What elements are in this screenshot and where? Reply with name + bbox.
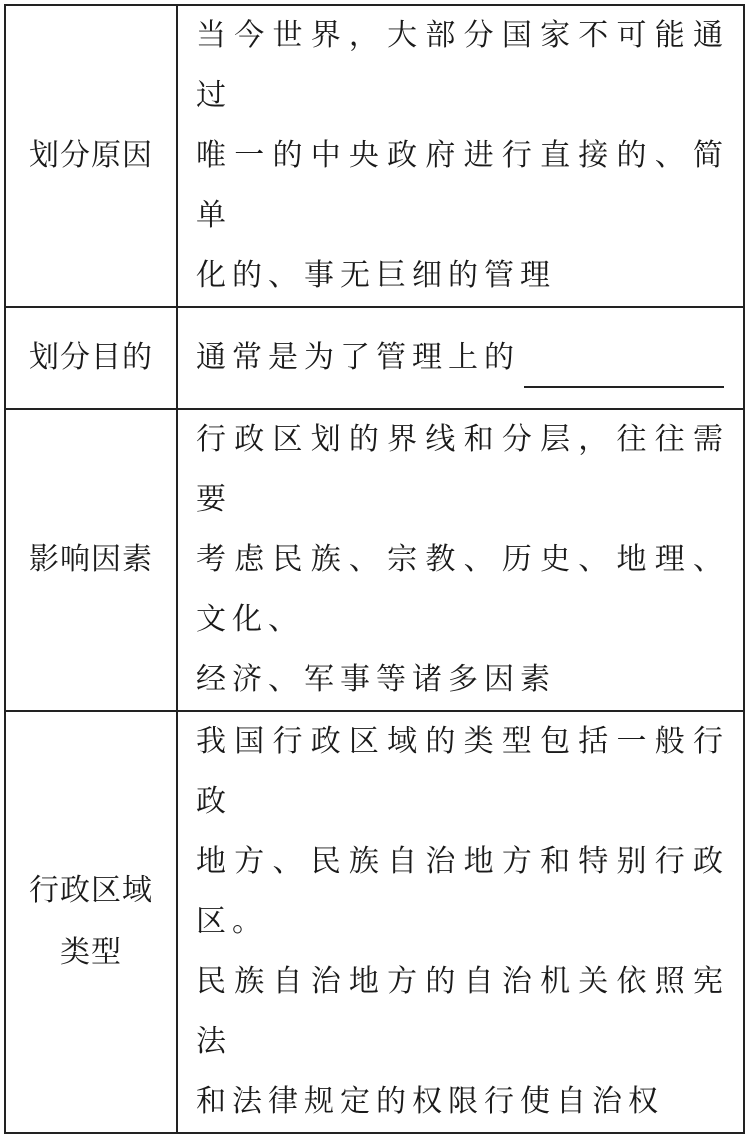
row-content — [177, 711, 744, 1133]
row-header — [5, 409, 177, 711]
content-line: 行政区划的界线和分层，往往需要 — [196, 422, 729, 517]
row-header-label: 类型 — [60, 935, 122, 970]
content-line: 地方、民族自治地方和特别行政区。 — [196, 844, 729, 939]
row-header — [5, 307, 177, 409]
content-line: 当今世界，大部分国家不可能通过 — [196, 18, 729, 113]
row-header-label: 划分目的 — [29, 340, 153, 375]
content-line: 考虑民族、宗教、历史、地理、文化、 — [196, 542, 729, 637]
content-line: 民族自治地方的自治机关依照宪法 — [196, 964, 729, 1059]
row-header-label: 行政区域 — [29, 873, 153, 908]
content-line: 通常是为了管理上的 — [196, 340, 520, 375]
content-line: 唯一的中央政府进行直接的、简单 — [196, 138, 729, 233]
info-table — [4, 4, 745, 1134]
table-row — [5, 5, 744, 307]
row-header-label: 影响因素 — [29, 542, 153, 577]
row-content — [177, 5, 744, 307]
row-content — [177, 409, 744, 711]
table-row — [5, 711, 744, 1133]
row-header-label: 划分原因 — [29, 138, 153, 173]
content-line: 我国行政区域的类型包括一般行政 — [196, 724, 729, 819]
row-header — [5, 5, 177, 307]
content-line: 化的、事无巨细的管理 — [196, 258, 556, 293]
content-line: 和法律规定的权限行使自治权 — [196, 1084, 664, 1119]
row-content — [177, 307, 744, 409]
table-row — [5, 409, 744, 711]
table-row — [5, 307, 744, 409]
row-header — [5, 711, 177, 1133]
fill-in-blank[interactable] — [524, 352, 724, 388]
content-line: 经济、军事等诸多因素 — [196, 662, 556, 697]
